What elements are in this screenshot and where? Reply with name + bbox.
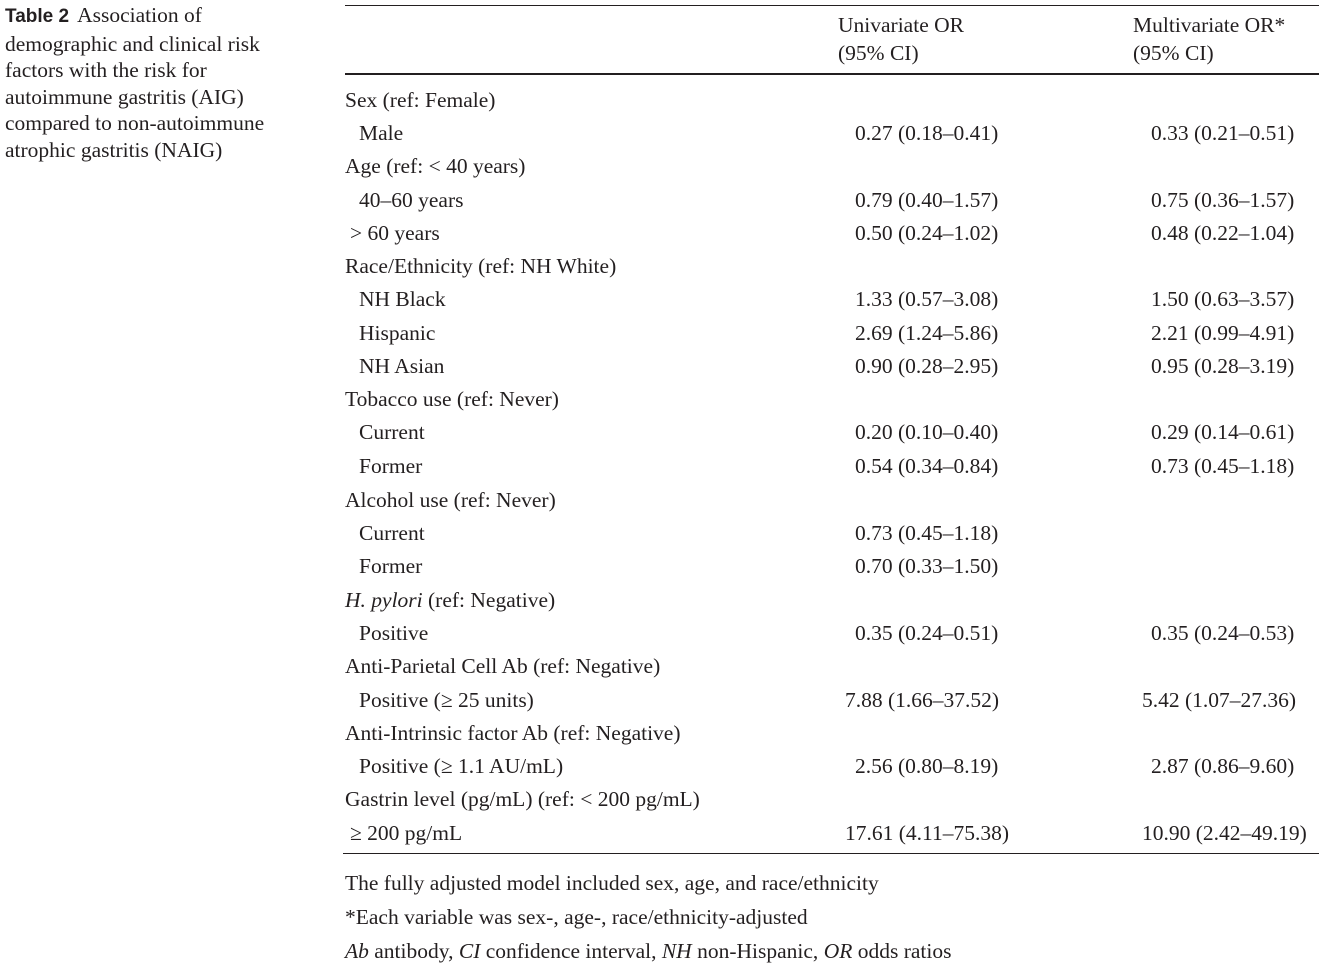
table-caption-text: Association of demographic and clinical risk factors with the risk for autoimmune gastritis (AIG) compared to non-autoimmune atrophic gastritis (NAIG) [5, 3, 265, 162]
univariate-or: 2.56 (0.80–8.19) [855, 754, 999, 778]
row-label: ≥ 200 pg/mL [350, 821, 463, 845]
row-label: Current [359, 521, 425, 545]
multivariate-or: 0.35 (0.24–0.53) [1151, 621, 1295, 645]
row-label: Former [359, 454, 423, 478]
abbr-definition: confidence interval, [480, 939, 662, 963]
table-row-sex [345, 84, 1319, 117]
header-univariate [838, 11, 964, 67]
table-row-gastrin [345, 783, 1319, 816]
table-row-alcohol [345, 484, 1319, 517]
row-label: Alcohol use (ref: Never) [345, 488, 556, 512]
header-multivariate-line2: (95% CI) [1133, 41, 1214, 65]
table-row-alcohol-current [345, 517, 1319, 550]
abbr-term: OR [823, 939, 853, 963]
row-label-italic: H. pylori [345, 588, 423, 612]
abbr-term: Ab [345, 939, 369, 963]
table-row-nh-asian [345, 350, 1319, 383]
row-label: Age (ref: < 40 years) [345, 154, 526, 178]
univariate-or: 0.79 (0.40–1.57) [855, 188, 999, 212]
abbr-definition: antibody, [368, 939, 459, 963]
multivariate-or: 0.48 (0.22–1.04) [1151, 221, 1295, 245]
table-row-anti-parietal [345, 650, 1319, 683]
table-row-h-pylori-positive [345, 617, 1319, 650]
multivariate-or: 0.75 (0.36–1.57) [1151, 188, 1295, 212]
row-label [345, 584, 555, 617]
row-label: NH Black [359, 287, 446, 311]
multivariate-or: 1.50 (0.63–3.57) [1151, 287, 1295, 311]
row-label: > 60 years [350, 221, 440, 245]
row-label: Sex (ref: Female) [345, 88, 496, 112]
table-row-alcohol-former [345, 550, 1319, 583]
table-row-h-pylori [345, 584, 1319, 617]
row-label: Positive (≥ 25 units) [359, 688, 534, 712]
univariate-or: 2.69 (1.24–5.86) [855, 321, 999, 345]
table-footnotes [345, 866, 952, 968]
table-row-age-over-60 [345, 217, 1319, 250]
footnote-abbreviations [345, 934, 952, 968]
row-label: Male [359, 121, 404, 145]
row-label-rest: (ref: Negative) [422, 588, 556, 612]
header-multivariate [1133, 11, 1285, 67]
multivariate-or: 2.21 (0.99–4.91) [1151, 321, 1295, 345]
table-row-nh-black [345, 283, 1319, 316]
table-row-anti-parietal-positive [345, 684, 1319, 717]
abbr-term: NH [661, 939, 692, 963]
multivariate-or: 10.90 (2.42–49.19) [1142, 821, 1307, 845]
footnote-adjusted-model: The fully adjusted model included sex, age, and race/ethnicity [345, 871, 879, 895]
row-label: Anti-Intrinsic factor Ab (ref: Negative) [345, 721, 681, 745]
table-top-rule [345, 5, 1319, 6]
table-row-hispanic [345, 317, 1319, 350]
univariate-or: 7.88 (1.66–37.52) [845, 688, 1000, 712]
table-row-tobacco [345, 383, 1319, 416]
univariate-or: 0.20 (0.10–0.40) [855, 420, 999, 444]
table-row-anti-intrinsic [345, 717, 1319, 750]
multivariate-or: 0.95 (0.28–3.19) [1151, 354, 1295, 378]
univariate-or: 0.27 (0.18–0.41) [855, 121, 999, 145]
row-label: NH Asian [359, 354, 445, 378]
univariate-or: 17.61 (4.11–75.38) [845, 821, 1010, 845]
table-row-male [345, 117, 1319, 150]
row-label: Race/Ethnicity (ref: NH White) [345, 254, 617, 278]
row-label: Positive (≥ 1.1 AU/mL) [359, 754, 564, 778]
table-caption [5, 2, 305, 163]
header-univariate-line1: Univariate OR [838, 13, 964, 37]
table-row-gastrin-200 [345, 817, 1319, 850]
abbr-term: CI [458, 939, 481, 963]
multivariate-or: 0.33 (0.21–0.51) [1151, 121, 1295, 145]
univariate-or: 0.73 (0.45–1.18) [855, 521, 999, 545]
row-label: Hispanic [359, 321, 436, 345]
table-row-age [345, 150, 1319, 183]
univariate-or: 0.90 (0.28–2.95) [855, 354, 999, 378]
table-header-rule [345, 73, 1319, 75]
multivariate-or: 5.42 (1.07–27.36) [1142, 688, 1297, 712]
row-label: Gastrin level (pg/mL) (ref: < 200 pg/mL) [345, 787, 700, 811]
footnote-adjustment: *Each variable was sex-, age-, race/ethnicity-adjusted [345, 905, 808, 929]
abbr-definition: odds ratios [852, 939, 952, 963]
univariate-or: 1.33 (0.57–3.08) [855, 287, 999, 311]
multivariate-or: 0.29 (0.14–0.61) [1151, 420, 1295, 444]
multivariate-or: 0.73 (0.45–1.18) [1151, 454, 1295, 478]
table-row-tobacco-former [345, 450, 1319, 483]
row-label: Tobacco use (ref: Never) [345, 387, 559, 411]
univariate-or: 0.35 (0.24–0.51) [855, 621, 999, 645]
row-label: Anti-Parietal Cell Ab (ref: Negative) [345, 654, 661, 678]
table-row-tobacco-current [345, 416, 1319, 449]
univariate-or: 0.50 (0.24–1.02) [855, 221, 999, 245]
univariate-or: 0.54 (0.34–0.84) [855, 454, 999, 478]
table-row-race [345, 250, 1319, 283]
table-caption-label: Table 2 [5, 6, 70, 27]
table-row-anti-intrinsic-positive [345, 750, 1319, 783]
table-row-age-40-60 [345, 184, 1319, 217]
multivariate-or: 2.87 (0.86–9.60) [1151, 754, 1295, 778]
row-label: Former [359, 554, 423, 578]
univariate-or: 0.70 (0.33–1.50) [855, 554, 999, 578]
header-univariate-line2: (95% CI) [838, 41, 919, 65]
row-label: 40–60 years [359, 188, 464, 212]
abbr-definition: non-Hispanic, [691, 939, 824, 963]
table-bottom-rule [343, 853, 1319, 854]
header-multivariate-line1: Multivariate OR* [1133, 13, 1286, 37]
row-label: Current [359, 420, 425, 444]
row-label: Positive [359, 621, 429, 645]
